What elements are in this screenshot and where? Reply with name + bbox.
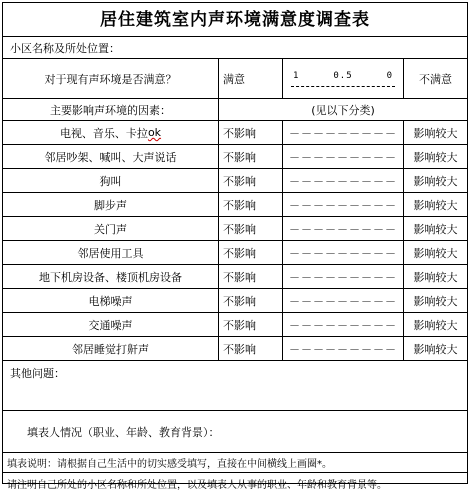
factors-header-note: (见以下分类): [311, 103, 375, 117]
high-effect-label: 影响较大: [413, 222, 458, 236]
high-effect-label: 影响较大: [413, 294, 458, 308]
factor-row: [3, 337, 467, 361]
factor-label-text: 交通噪声: [88, 318, 133, 332]
factor-row: [3, 313, 467, 337]
factor-label: [3, 337, 219, 360]
factor-row: [3, 241, 467, 265]
factor-answer-line[interactable]: －－－－－－－－－: [283, 313, 404, 336]
factor-label-text: 邻居吵架、喊叫、大声说话: [44, 150, 177, 164]
instructions-row: [3, 453, 467, 473]
factor-rows: [3, 121, 467, 361]
factor-label-text: 电梯噪声: [88, 294, 133, 308]
high-effect-label: 影响较大: [413, 174, 458, 188]
no-effect-label: 不影响: [219, 241, 283, 264]
high-effect-label: 影响较大: [413, 342, 458, 356]
factor-label: [3, 145, 219, 168]
factor-row: [3, 265, 467, 289]
location-row: [3, 37, 467, 59]
respondent-info-label: 填表人情况（职业、年龄、教育背景）：: [27, 425, 220, 439]
no-effect-label: 不影响: [219, 337, 283, 360]
factors-header-label: 主要影响声环境的因素：: [3, 99, 219, 120]
factor-answer-line[interactable]: －－－－－－－－－: [283, 337, 404, 360]
factor-label: [3, 193, 219, 216]
factor-label: [3, 241, 219, 264]
factor-row: [3, 121, 467, 145]
factor-label-text: 关门声: [94, 222, 127, 236]
factor-label-text: 狗叫: [99, 174, 122, 188]
factor-label-text: 邻居使用工具: [77, 246, 144, 260]
factor-row: [3, 169, 467, 193]
other-issues-label: 其他问题：: [10, 367, 65, 380]
high-effect-label: 影响较大: [413, 126, 458, 140]
no-effect-label: 不影响: [219, 313, 283, 336]
factor-label: [3, 265, 219, 288]
factor-answer-line[interactable]: －－－－－－－－－: [283, 217, 404, 240]
factor-label: [3, 121, 219, 144]
factor-answer-line[interactable]: －－－－－－－－－: [283, 121, 404, 144]
form-title: 居住建筑室内声环境满意度调查表: [3, 3, 467, 37]
no-effect-label: 不影响: [219, 217, 283, 240]
scale-line: [291, 86, 395, 87]
factor-answer-line[interactable]: －－－－－－－－－: [283, 193, 404, 216]
scale-value-0: 0: [386, 70, 393, 81]
factors-header-row: [3, 99, 467, 121]
high-effect-label: 影响较大: [413, 246, 458, 260]
satisfaction-scale[interactable]: [283, 59, 404, 98]
note-row: [3, 473, 467, 493]
factor-label-text: 邻居睡觉打鼾声: [72, 342, 149, 356]
location-label: 小区名称及所处位置：: [10, 41, 120, 55]
no-effect-label: 不影响: [219, 289, 283, 312]
factor-answer-line[interactable]: －－－－－－－－－: [283, 241, 404, 264]
no-effect-label: 不影响: [219, 265, 283, 288]
satisfaction-question: 对于现有声环境是否满意？: [3, 59, 219, 98]
scale-value-1: 1: [293, 70, 300, 81]
respondent-row: [3, 411, 467, 453]
survey-form: [2, 2, 468, 491]
factor-answer-line[interactable]: －－－－－－－－－: [283, 169, 404, 192]
factor-answer-line[interactable]: －－－－－－－－－: [283, 289, 404, 312]
satisfaction-row: [3, 59, 467, 99]
no-effect-label: 不影响: [219, 169, 283, 192]
factor-answer-line[interactable]: －－－－－－－－－: [283, 265, 404, 288]
other-issues-row: [3, 361, 467, 411]
factor-label-text: 地下机房设备、楼顶机房设备: [39, 270, 182, 284]
satisfied-label: 满意: [219, 59, 283, 98]
factor-row: [3, 193, 467, 217]
instructions-text: 填表说明：请根据自己生活中的切实感受填写，直接在中间横线上画圈*。: [7, 459, 332, 470]
no-effect-label: 不影响: [219, 193, 283, 216]
factor-answer-line[interactable]: －－－－－－－－－: [283, 145, 404, 168]
factor-label-text: 脚步声: [94, 198, 127, 212]
no-effect-label: 不影响: [219, 145, 283, 168]
factor-label: [3, 217, 219, 240]
factor-row: [3, 145, 467, 169]
no-effect-label: 不影响: [219, 121, 283, 144]
factor-label: [3, 289, 219, 312]
high-effect-label: 影响较大: [413, 150, 458, 164]
factor-label: [3, 169, 219, 192]
high-effect-label: 影响较大: [413, 198, 458, 212]
unsatisfied-label: 不满意: [419, 72, 452, 86]
factor-label-suffix: ok: [147, 126, 162, 139]
high-effect-label: 影响较大: [413, 318, 458, 332]
note-text: 请注明自己所处的小区名称和所处位置，以及填表人从事的职业、年龄和教育背景等。: [7, 479, 387, 491]
factor-label-text: 电视、音乐、卡拉: [59, 126, 148, 140]
factor-row: [3, 289, 467, 313]
factor-label: [3, 313, 219, 336]
factor-row: [3, 217, 467, 241]
high-effect-label: 影响较大: [413, 270, 458, 284]
scale-value-half: 0.5: [333, 70, 353, 81]
